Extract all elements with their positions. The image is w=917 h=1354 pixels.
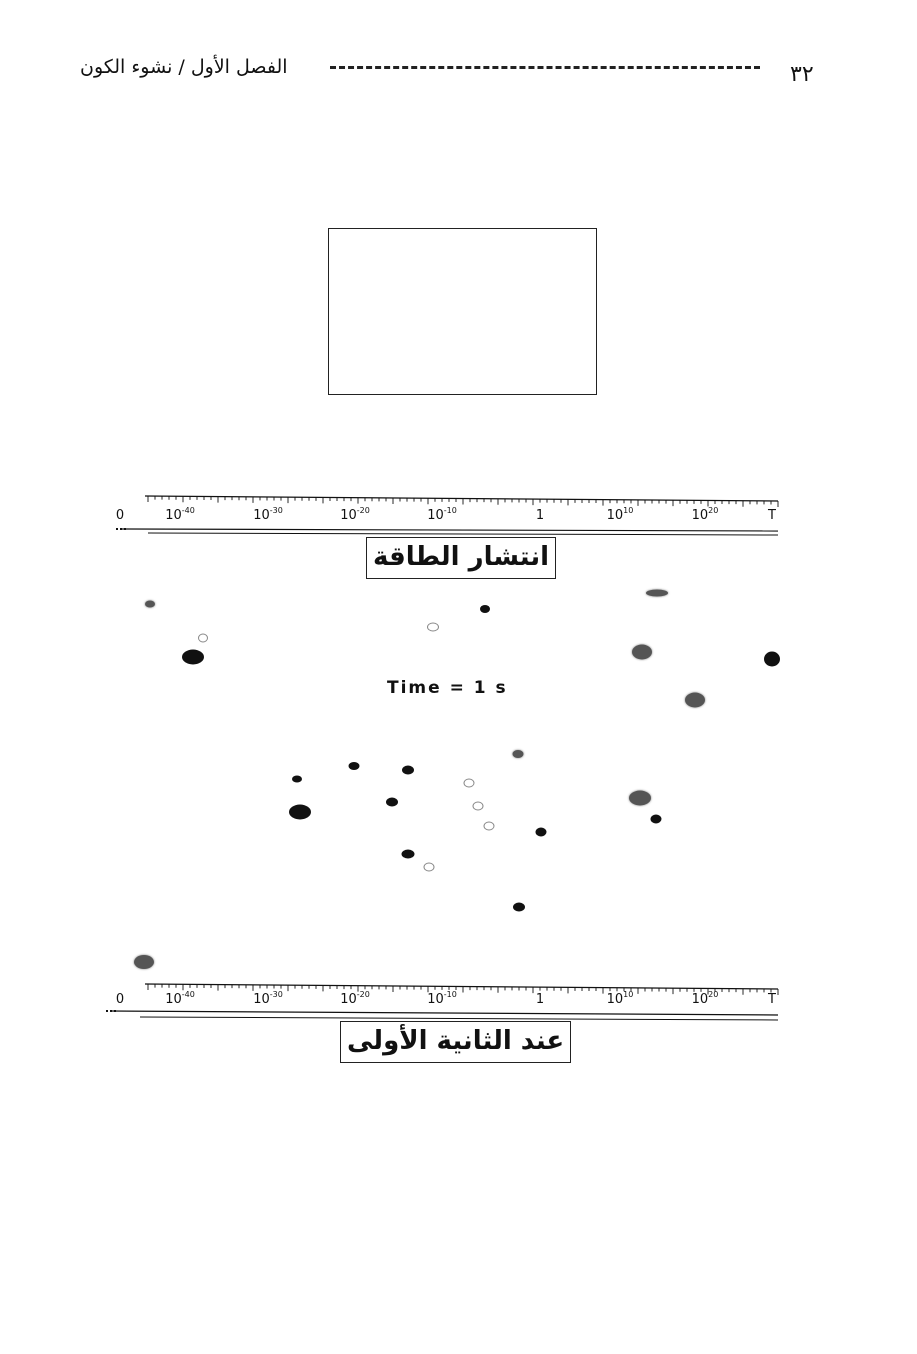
particle bbox=[651, 815, 662, 824]
scale-bottom-line bbox=[120, 529, 778, 531]
caption-first-second: عند الثانية الأولى bbox=[340, 1021, 571, 1063]
particle bbox=[427, 623, 439, 632]
particle bbox=[386, 798, 398, 807]
particle bbox=[646, 590, 668, 597]
scale-tick-label: T bbox=[768, 508, 776, 523]
particle bbox=[198, 634, 208, 643]
scale-tick-label: $10^{10}$ bbox=[606, 506, 634, 523]
particle bbox=[464, 779, 475, 788]
scale-labels bbox=[116, 990, 776, 1007]
scale-tick-label: $10^{-10}$ bbox=[427, 506, 457, 523]
scale-top-line bbox=[145, 496, 778, 501]
particle bbox=[480, 605, 490, 613]
scale-tick-label: 0 bbox=[115, 508, 125, 523]
scale-tick-label: $10^{-40}$ bbox=[165, 506, 195, 523]
scale-bottom-line-2 bbox=[140, 1017, 778, 1020]
time-label: Time = 1 s bbox=[387, 678, 508, 698]
scale-bottom-line bbox=[110, 1011, 778, 1015]
particle bbox=[473, 802, 484, 811]
particle bbox=[764, 652, 780, 667]
particle bbox=[484, 822, 495, 831]
particle bbox=[424, 863, 435, 872]
scale-tick-label: T bbox=[768, 992, 776, 1007]
caption-energy-spread: انتشار الطاقة bbox=[366, 537, 556, 579]
image-frame bbox=[328, 228, 597, 395]
particle bbox=[402, 850, 415, 859]
particle bbox=[632, 645, 652, 660]
scale-tick-label: $10^{-10}$ bbox=[427, 990, 457, 1007]
scale-tick-label: 1 bbox=[535, 992, 545, 1007]
scale-tick-label: 1 bbox=[535, 508, 545, 523]
header-dash-rule bbox=[330, 66, 760, 69]
scale-ticks bbox=[148, 496, 778, 507]
scale-tick-label: $10^{-40}$ bbox=[165, 990, 195, 1007]
scale-tick-label: $10^{-20}$ bbox=[340, 990, 370, 1007]
scale-ticks bbox=[148, 984, 778, 995]
scale-tick-label: $10^{10}$ bbox=[606, 990, 634, 1007]
particle bbox=[349, 762, 360, 770]
scale-tick-label: $10^{-30}$ bbox=[253, 990, 283, 1007]
scale-bottom-line-2 bbox=[148, 533, 778, 535]
particle bbox=[182, 650, 204, 665]
particle bbox=[513, 903, 525, 912]
particle bbox=[289, 805, 311, 820]
particle bbox=[513, 750, 524, 758]
particle bbox=[292, 776, 302, 783]
scale-top-line bbox=[145, 984, 778, 989]
scale-tick-label: $10^{-30}$ bbox=[253, 506, 283, 523]
page-number: ٣٢ bbox=[790, 62, 814, 87]
scale-tick-label: $10^{-20}$ bbox=[340, 506, 370, 523]
scale-tick-label: 0 bbox=[115, 992, 125, 1007]
scale-tick-label: $10^{20}$ bbox=[691, 990, 719, 1007]
particle bbox=[145, 601, 155, 608]
particle bbox=[134, 955, 154, 969]
particle bbox=[536, 828, 547, 837]
time-scale-top bbox=[100, 493, 790, 541]
scale-labels bbox=[116, 506, 776, 523]
particle bbox=[402, 766, 414, 775]
particle bbox=[685, 693, 705, 708]
scale-tick-label: $10^{20}$ bbox=[691, 506, 719, 523]
running-header-title: الفصل الأول / نشوء الكون bbox=[80, 56, 288, 78]
particle bbox=[629, 791, 651, 806]
